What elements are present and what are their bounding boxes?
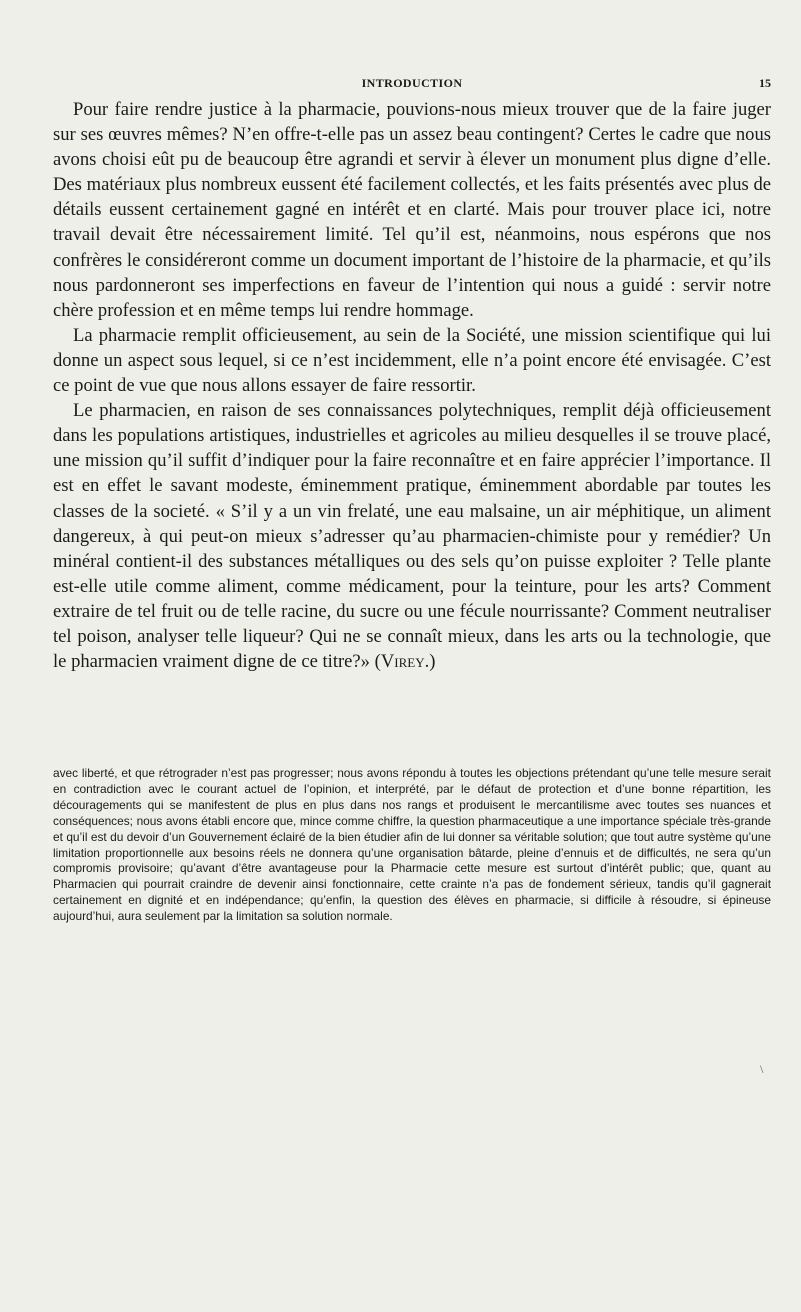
footnote-text: avec liberté, et que rétrograder n’est pas progresser; nous avons répondu à toutes les objections prétendant qu’une telle mesure serait en contradiction avec le courant actuel de l’opinion, et interprété, par le défaut de protection et d’une bonne répartition, les découragements qui se manifestent de plus en plus dans nos rangs et produisent le mercantilisme avec toutes ses nuances et conséquences; nous avons établi encore que, mince comme chiffre, la question pharmaceutique a une importance spéciale très-grande et qu’il est du devoir d’un Gouvernement éclairé de la bien étudier afin de lui donner sa véritable solution; que tout autre système qu’une limitation proportionnelle aux besoins réels ne donnera qu’une organisation bâtarde, pleine d’ennuis et de difficultés, ne sera qu’un compromis provisoire; qu’avant d’être avantageuse pour la Pharmacie cette mesure est surtout d’intérêt public; que, quant au Pharmacien qui pourrait craindre de devenir ainsi fonctionnaire, cette crainte n’a pas de fondement sérieux, tandis qu’il gagnerait certainement en dignité et en indépendance; qu’enfin, la question des élèves en pharmacie, si difficile à résoudre, si épineuse aujourd’hui, aura seulement par la limitation sa solution normale. xyxy=(53,766,771,924)
main-text xyxy=(53,97,771,674)
citation-author: Virey xyxy=(380,651,425,673)
paragraph-3-text: Le pharmacien, en raison de ses connaissances polytechniques, remplit déjà officieusement dans les populations artistiques, industrielles et agricoles au milieu desquelles il se trouve placé, une mission qu’il suffit d’indiquer pour la faire reconnaître et en faire apprécier l’importance. Il est en effet le savant modeste, éminemment pratique, éminemment abordable par toutes les classes de la societé. « S’il y a un vin frelaté, une eau malsaine, un air méphitique, un aliment dangereux, à qui peut-on mieux s’adresser qu’au pharmacien-chimiste pour y remédier? Un minéral contient-il des substances métalliques ou des sels qu’on puisse exploiter ? Telle plante est-elle utile comme aliment, comme médicament, pour la teinture, pour les arts? Comment extraire de tel fruit ou de telle racine, du sucre ou une fécule nourrissante? Comment neutraliser tel poison, analyser telle liqueur? Qui ne se connaît mieux, dans les arts ou la technologie, que le pharmacien vraiment digne de ce titre?» ( xyxy=(53,400,771,673)
running-head xyxy=(53,76,771,92)
page-number: 15 xyxy=(759,76,771,90)
stray-mark: \ xyxy=(760,1062,764,1076)
citation-close: .) xyxy=(424,651,436,673)
running-title: INTRODUCTION xyxy=(361,76,463,90)
paragraph-1: Pour faire rendre justice à la pharmacie, pouvions-nous mieux trouver que de la faire juger sur ses œuvres mêmes? N’en offre-t-elle pas un assez beau contingent? Certes le cadre que nous avons choisi eût pu de beaucoup être agrandi et servir à élever un monument plus digne d’elle. Des matériaux plus nombreux eussent été facilement collectés, et les faits présentés avec plus de détails eussent certainement gagné en intérêt et en clarté. Mais pour trouver place ici, notre travail devait être nécessairement limité. Tel qu’il est, néanmoins, nous espérons que nos confrères le considéreront comme un document important de l’histoire de la pharmacie, et qu’ils nous pardonneront ses imperfections en faveur de l’intention qui nous a guidé : servir notre chère profession et en même temps lui rendre hommage. xyxy=(53,99,771,321)
footnote xyxy=(53,766,771,925)
paragraph-3 xyxy=(53,398,771,674)
paragraph-2: La pharmacie remplit officieusement, au sein de la Société, une mission scientifique qui lui donne un aspect sous lequel, si ce n’est incidemment, elle n’a point encore été envisagée. C’est ce point de vue que nous allons essayer de faire ressortir. xyxy=(53,324,771,397)
